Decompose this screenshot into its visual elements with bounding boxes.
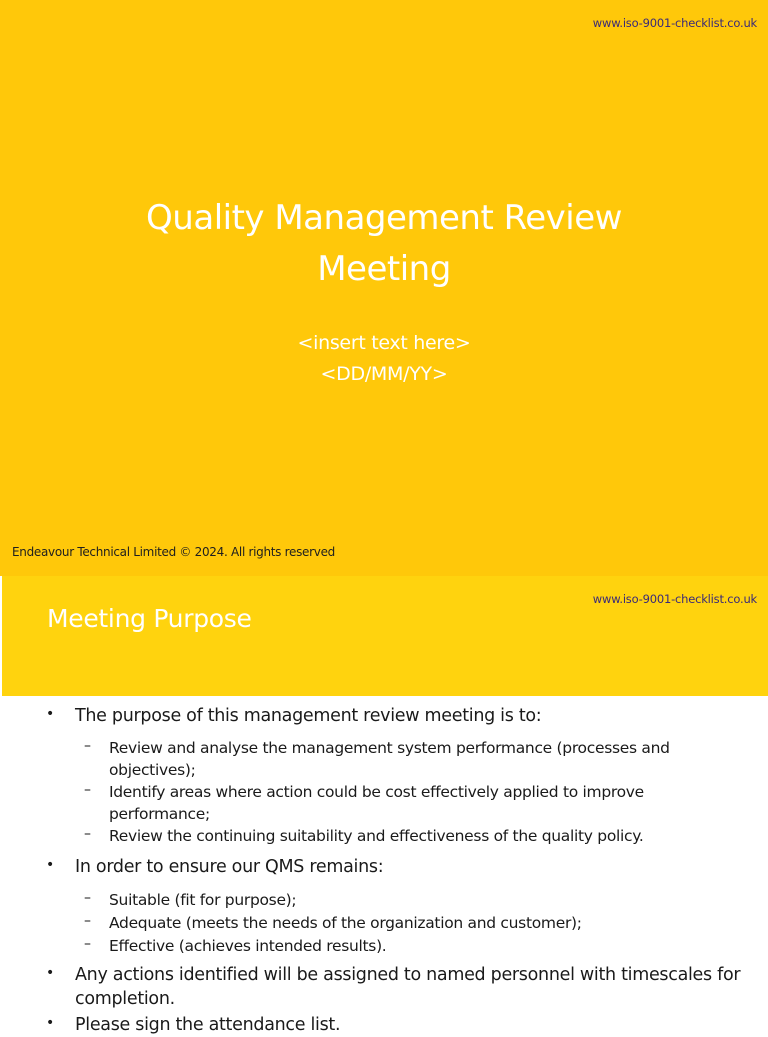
sub-bullet-item: Suitable (fit for purpose);: [109, 891, 297, 909]
slide-title: [84, 193, 684, 295]
date-placeholder: <DD/MM/YY>: [320, 363, 448, 385]
website-url[interactable]: www.iso-9001-checklist.co.uk: [592, 592, 757, 606]
sub-bullet-item: Identify areas where action could be cost effectively applied to improve performance;: [109, 783, 644, 823]
slide-title: Meeting Purpose: [47, 604, 252, 633]
sub-bullet-item: Review the continuing suitability and effectiveness of the quality policy.: [109, 827, 644, 845]
bullet-item: The purpose of this management review meeting is to:: [75, 706, 542, 726]
dash-marker: –: [84, 826, 91, 842]
sub-bullet-item: Review and analyse the management system performance (processes and objectives);: [109, 739, 670, 779]
bullet-dot: •: [46, 965, 55, 981]
copyright-notice: Endeavour Technical Limited © 2024. All rights reserved: [12, 545, 335, 559]
dash-marker: –: [84, 936, 91, 952]
website-url[interactable]: www.iso-9001-checklist.co.uk: [592, 16, 757, 30]
sub-bullet-item: Adequate (meets the needs of the organization and customer);: [109, 914, 582, 932]
bullet-dot: •: [46, 1015, 55, 1031]
bullet-item: Please sign the attendance list.: [75, 1015, 341, 1035]
title-line-2: Meeting: [317, 249, 451, 289]
slide-header: [2, 576, 768, 696]
bullet-item: In order to ensure our QMS remains:: [75, 857, 384, 877]
bullet-item: Any actions identified will be assigned to named personnel with timescales for completion.: [75, 965, 741, 1009]
dash-marker: –: [84, 890, 91, 906]
subtitle-placeholder: <insert text here>: [297, 332, 471, 354]
meeting-purpose-slide: [0, 576, 768, 1035]
title-line-1: Quality Management Review: [146, 198, 622, 238]
dash-marker: –: [84, 913, 91, 929]
bullet-dot: •: [46, 706, 55, 722]
sub-bullet-item: Effective (achieves intended results).: [109, 937, 387, 955]
bullet-dot: •: [46, 857, 55, 873]
dash-marker: –: [84, 738, 91, 754]
dash-marker: –: [84, 782, 91, 798]
